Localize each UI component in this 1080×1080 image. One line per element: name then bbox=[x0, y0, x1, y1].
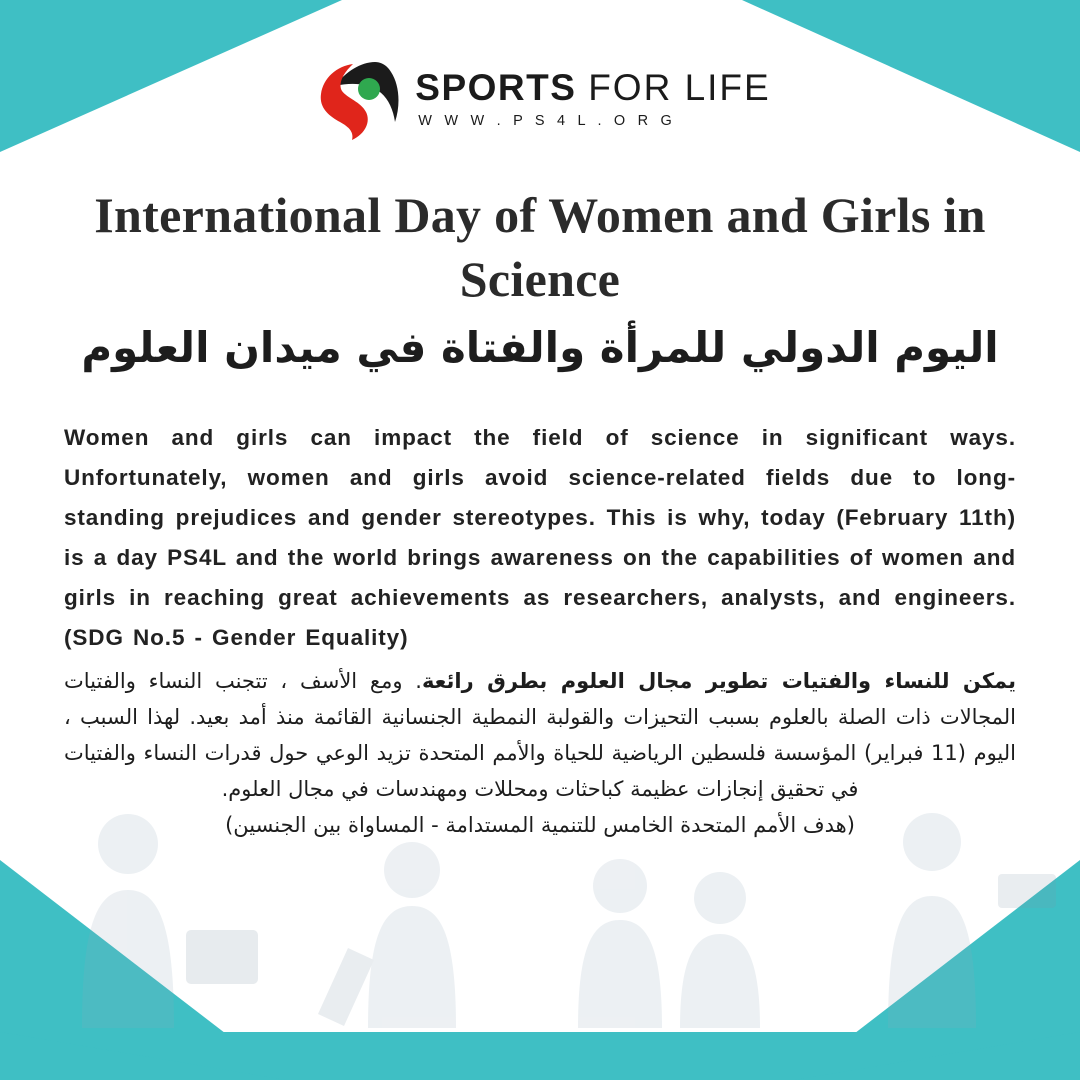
sports-for-life-logo-icon bbox=[309, 56, 405, 142]
paragraph-english: Women and girls can impact the field of science in significant ways. Unfortunately, women and girls avoid science-related fields due to long-standing prejudices and gender stereotypes. This is why, today (February 11th) is a day PS4L and the world brings awareness on the capabilities of women and girls in reaching great achievements as researchers, analysts, and engineers. (SDG No.5 - Gender Equality) bbox=[64, 425, 1016, 651]
title-arabic: اليوم الدولي للمرأة والفتاة في ميدان العلوم bbox=[81, 323, 999, 372]
paragraph-arabic-footnote: (هدف الأمم المتحدة الخامس للتنمية المستدامة - المساواة بين الجنسين) bbox=[225, 813, 855, 838]
paragraph-arabic bbox=[64, 663, 1016, 844]
title-english: International Day of Women and Girls in Science bbox=[94, 187, 986, 307]
brand-logo bbox=[0, 44, 1080, 154]
logo-website: W W W . P S 4 L . O R G bbox=[418, 113, 676, 129]
paragraph-arabic-rest: . ومع الأسف ، تتجنب النساء والفتيات المجالات ذات الصلة بالعلوم بسبب التحيزات والقولبة النمطية الجنسانية القائمة منذ أمد بعيد. لهذا السبب ، اليوم (11 فبراير) المؤسسة فلسطين الرياضية للحياة والأمم المتحدة تزيد الوعي حول قدرات النساء والفتيات في تحقيق إنجازات عظيمة كباحثات ومحللات ومهندسات في مجال العلوم. bbox=[64, 669, 1016, 802]
logo-name-primary: SPORTS bbox=[415, 67, 577, 108]
paragraph-arabic-lead: يمكن للنساء والفتيات تطوير مجال العلوم بطرق رائعة bbox=[421, 669, 1016, 693]
logo-name-secondary: FOR LIFE bbox=[588, 67, 771, 108]
